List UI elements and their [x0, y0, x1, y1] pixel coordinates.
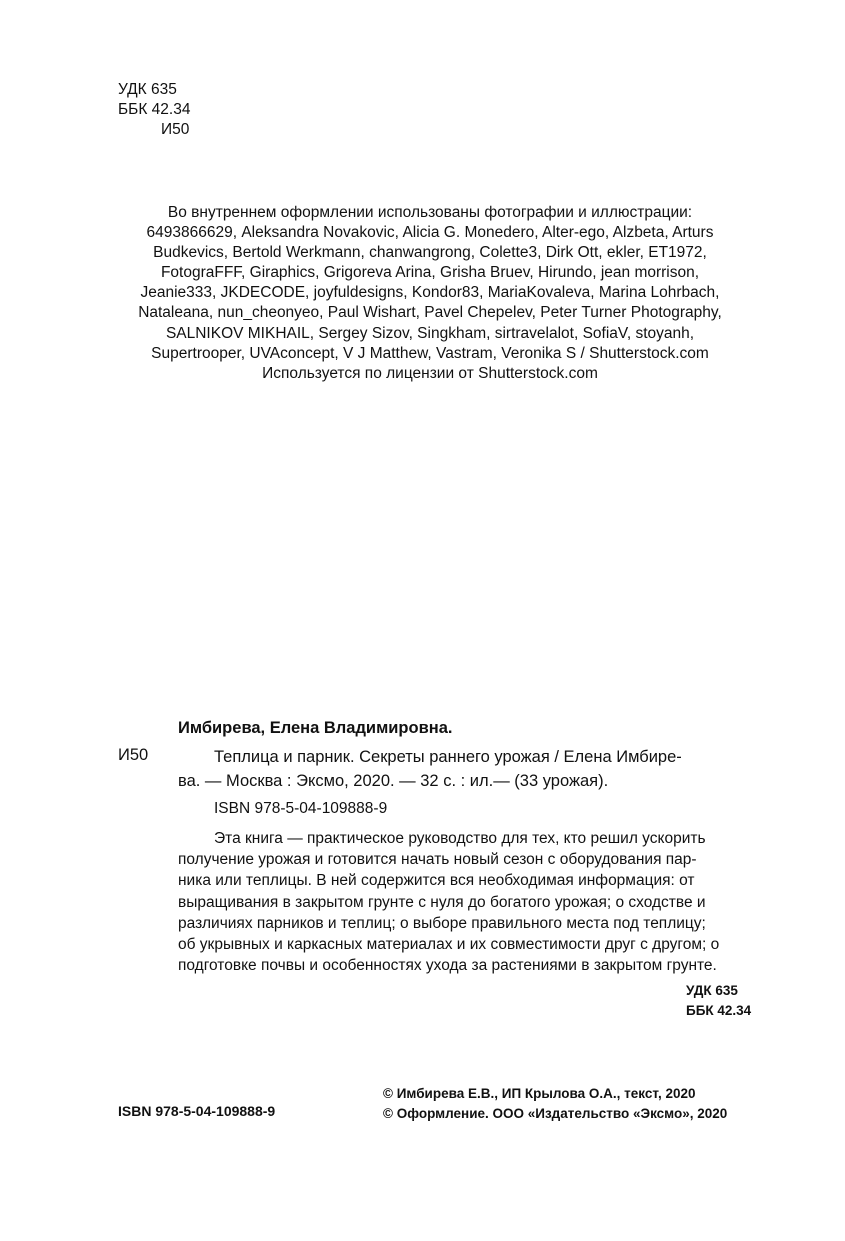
- catalog-author: Имбирева, Елена Владимировна.: [178, 719, 453, 737]
- author-mark-top: И50: [161, 121, 190, 138]
- bbk-code-bottom: ББК 42.34: [686, 1003, 752, 1018]
- bbk-code-top: ББК 42.34: [118, 101, 191, 118]
- udk-code-bottom: УДК 635: [686, 983, 738, 998]
- catalog-isbn: ISBN 978-5-04-109888-9: [214, 800, 388, 817]
- isbn-bottom: ISBN 978-5-04-109888-9: [118, 1103, 276, 1119]
- photo-credits: Во внутреннем оформлении использованы фотографии и иллюстрации: 6493866629, Aleksandra Novakovic, Alicia G. Monedero, Alter-ego, Alzbeta, Arturs Budkevics, Bertold Werkmann, chanwangrong, Colette3, Dirk Ott, ekler, ET1972, FotograFFF, Giraphics, Grigoreva Arina, Grisha Bruev, Hirundo, jean morrison, Jeanie333, JKDECODE, joyfuldesigns, Kondor83, MariaKovaleva, Marina Lohrbach, Nataleana, nun_cheonyeo, Paul Wishart, Pavel Chepelev, Peter Turner Photography, SALNIKOV MIKHAIL, Sergey Sizov, Singkham, sirtravelalot, SofiaV, stoyanh, Supertrooper, UVAconcept, V J Matthew, Vastram, Veronika S / Shutterstock.com Используется по лицензии от Shutterstock.com: [138, 204, 722, 382]
- catalog-title: Теплица и парник. Секреты раннего урожая / Елена Имбире- ва. — Москва : Эксмо, 2020. — 32 с. : ил.— (33 урожая).: [178, 748, 682, 790]
- copyright-text: © Имбирева Е.В., ИП Крылова О.А., текст, 2020: [383, 1086, 696, 1101]
- catalog-author-mark: И50: [118, 746, 149, 764]
- copyright-design: © Оформление. ООО «Издательство «Эксмо», 2020: [383, 1106, 728, 1121]
- catalog-annotation: Эта книга — практическое руководство для тех, кто решил ускорить получение урожая и готовится начать новый сезон с оборудования пар- ника или теплицы. В ней содержится вся необходимая информация: от выращивания в закрытом грунте с нуля до богатого урожая; о сходстве и различиях парников и теплиц; о выборе правильного места под теплицу; об укрывных и каркасных материалах и их совместимости друг с другом; о подготовке почвы и особенностях ухода за растениями в закрытом грунте.: [178, 830, 720, 975]
- udk-code-top: УДК 635: [118, 81, 177, 98]
